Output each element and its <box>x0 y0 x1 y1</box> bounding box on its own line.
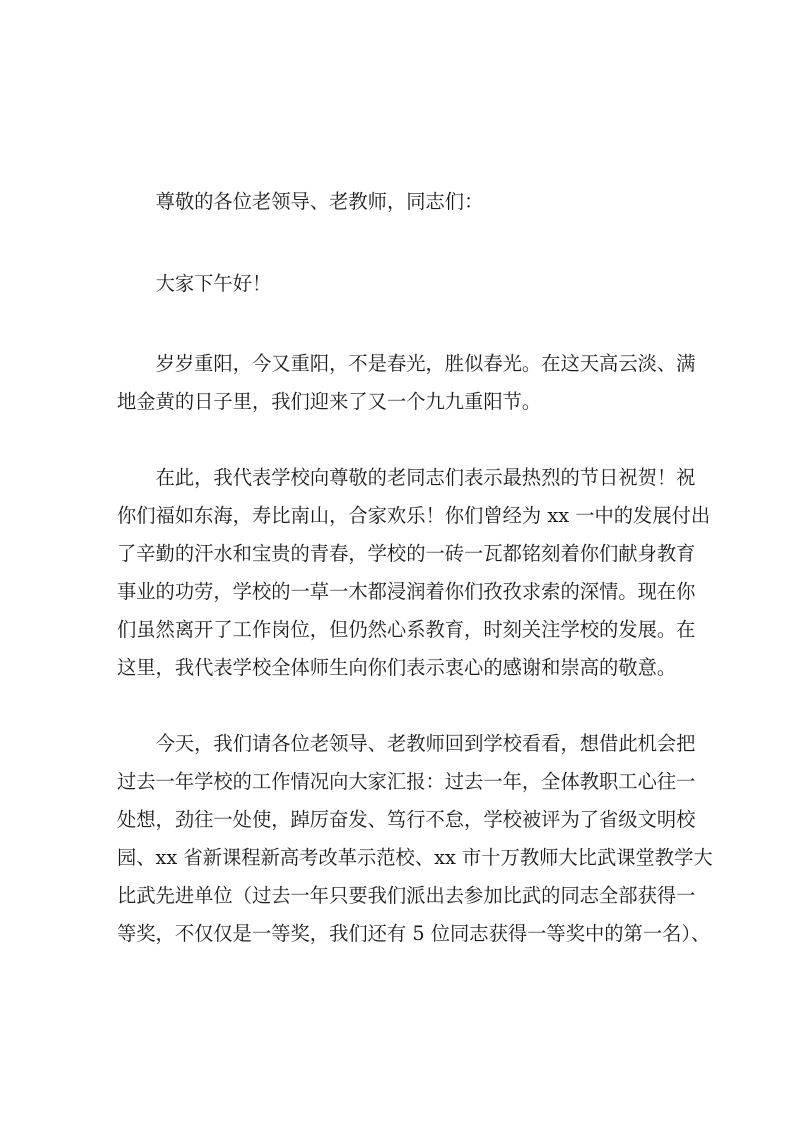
text-line: 过去一年学校的工作情况向大家汇报：过去一年，全体教职工心往一 <box>117 770 696 793</box>
text-line: 今天，我们请各位老领导、老教师回到学校看看，想借此机会把 <box>155 732 696 755</box>
salutation <box>117 183 677 221</box>
text-line: 园、xx 省新课程新高考改革示范校、xx 市十万教师大比武课堂教学大 <box>117 846 713 869</box>
document-page <box>117 183 713 991</box>
text-line: 尊敬的各位老领导、老教师，同志们： <box>155 190 484 213</box>
paragraph-congratulations <box>117 459 711 687</box>
text-line: 地金黄的日子里，我们迎来了又一个九九重阳节。 <box>117 390 542 413</box>
text-line: 事业的功劳，学校的一草一木都浸润着你们孜孜求索的深情。现在你 <box>117 580 696 603</box>
text-line: 等奖，不仅仅是一等奖，我们还有 5 位同志获得一等奖中的第一名）、 <box>117 922 711 945</box>
text-line: 你们福如东海，寿比南山，合家欢乐！你们曾经为 xx 一中的发展付出 <box>117 504 711 527</box>
text-line: 在此，我代表学校向尊敬的老同志们表示最热烈的节日祝贺！祝 <box>155 466 696 489</box>
text-line: 比武先进单位（过去一年只要我们派出去参加比武的同志全部获得一 <box>117 884 696 907</box>
text-line: 这里，我代表学校全体师生向你们表示衷心的感谢和崇高的敬意。 <box>117 656 677 679</box>
text-line: 处想，劲往一处使，踔厉奋发、笃行不怠，学校被评为了省级文明校 <box>117 808 696 831</box>
greeting <box>117 265 677 303</box>
paragraph-report <box>117 725 713 953</box>
text-line: 了辛勤的汗水和宝贵的青春，学校的一砖一瓦都铭刻着你们献身教育 <box>117 542 696 565</box>
text-line: 大家下午好！ <box>155 272 272 295</box>
paragraph-chongyang <box>117 345 696 421</box>
text-line: 岁岁重阳，今又重阳，不是春光，胜似春光。在这天高云淡、满 <box>155 352 696 375</box>
text-line: 们虽然离开了工作岗位，但仍然心系教育，时刻关注学校的发展。在 <box>117 618 696 641</box>
